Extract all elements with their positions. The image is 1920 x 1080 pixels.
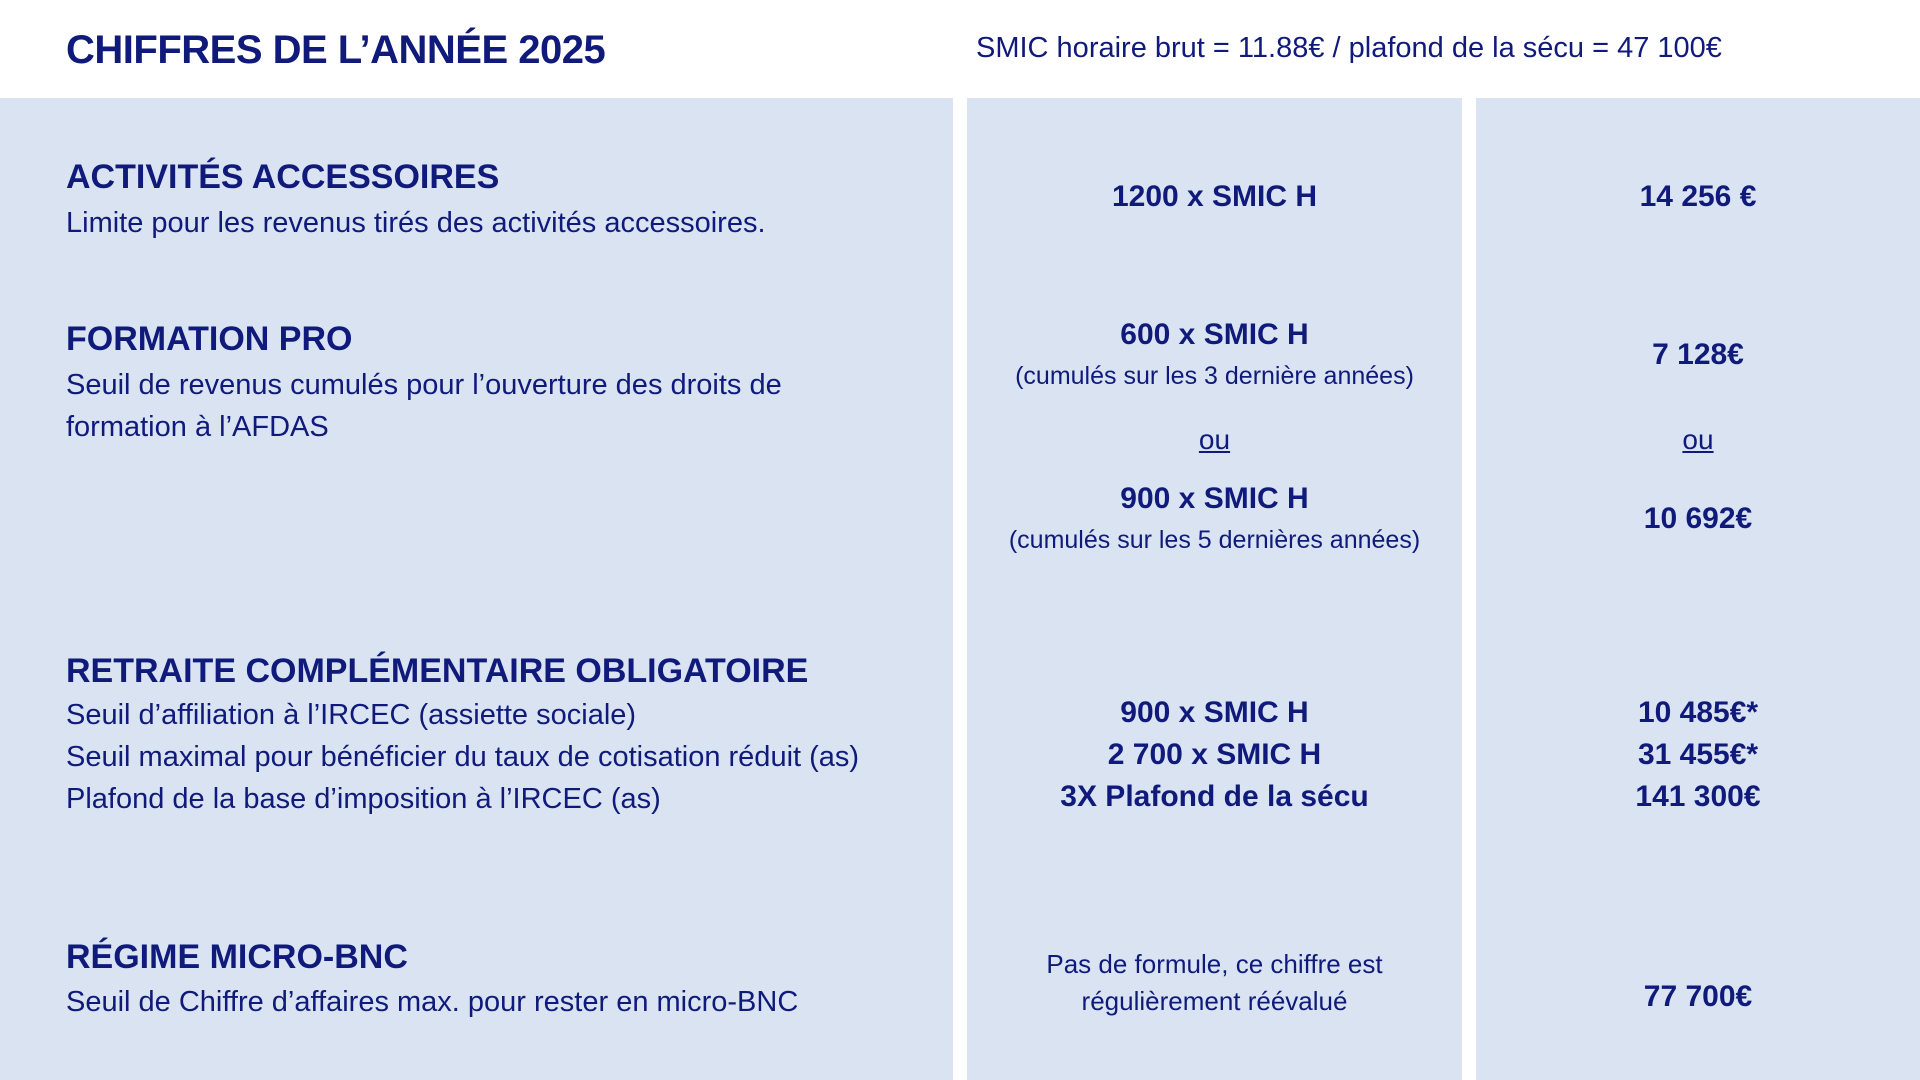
section-desc-microbnc: Seuil de Chiffre d’affaires max. pour rester en micro-BNC (66, 986, 799, 1018)
formula-formation-or: ou (1198, 424, 1231, 455)
retraite-line-plafond: Plafond de la base d’imposition à l’IRCEC (as) (66, 783, 661, 815)
section-title-accessoires: ACTIVITÉS ACCESSOIRES (66, 158, 500, 196)
column-description (0, 98, 953, 1080)
page-title: CHIFFRES DE L’ANNÉE 2025 (66, 28, 606, 72)
section-desc-accessoires: Limite pour les revenus tirés des activités accessoires. (66, 207, 766, 239)
formula-accessoires: 1200 x SMIC H (1111, 180, 1318, 213)
retraite-line-affiliation: Seuil d’affiliation à l’IRCEC (assiette sociale) (66, 699, 637, 731)
section-desc-formation-line1: Seuil de revenus cumulés pour l’ouverture des droits de (66, 369, 782, 401)
formula-retraite-plafond: 3X Plafond de la sécu (1060, 780, 1369, 813)
value-microbnc: 77 700€ (1643, 980, 1753, 1013)
value-retraite-taux-reduit: 31 455€* (1637, 738, 1759, 771)
value-accessoires: 14 256 € (1639, 180, 1757, 213)
values-retraite (1476, 692, 1920, 818)
value-formation-1: 7 128€ (1652, 338, 1744, 371)
section-desc-retraite (66, 694, 859, 820)
value-formation-2: 10 692€ (1643, 502, 1753, 535)
section-desc-formation-line2: formation à l’AFDAS (66, 411, 329, 443)
header (0, 0, 1920, 98)
section-desc-formation (66, 364, 782, 448)
formulas-retraite (967, 692, 1462, 818)
formula-formation-1-note: (cumulés sur les 3 dernière années) (1015, 362, 1414, 390)
formula-retraite-taux-reduit: 2 700 x SMIC H (1107, 738, 1322, 771)
value-retraite-plafond: 141 300€ (1635, 780, 1761, 813)
formula-retraite-affiliation: 900 x SMIC H (1120, 696, 1309, 729)
section-title-formation: FORMATION PRO (66, 320, 353, 358)
retraite-line-taux-reduit: Seuil maximal pour bénéficier du taux de cotisation réduit (as) (66, 741, 860, 773)
section-title-microbnc: RÉGIME MICRO-BNC (66, 938, 408, 976)
formula-formation-1: 600 x SMIC H (1120, 318, 1309, 351)
value-formation-or: ou (1682, 424, 1714, 455)
column-formula (967, 98, 1462, 1080)
column-value (1476, 98, 1920, 1080)
formula-formation-2-note: (cumulés sur les 5 dernières années) (1008, 526, 1421, 554)
formula-microbnc-line2: régulièrement réévalué (1081, 986, 1348, 1016)
page-subtitle: SMIC horaire brut = 11.88€ / plafond de la sécu = 47 100€ (976, 32, 1722, 64)
value-retraite-affiliation: 10 485€* (1637, 696, 1759, 729)
formula-microbnc-line1: Pas de formule, ce chiffre est (1046, 949, 1383, 979)
formula-microbnc (967, 946, 1462, 1020)
formula-formation-2: 900 x SMIC H (1120, 482, 1309, 515)
section-title-retraite: RETRAITE COMPLÉMENTAIRE OBLIGATOIRE (66, 652, 809, 690)
